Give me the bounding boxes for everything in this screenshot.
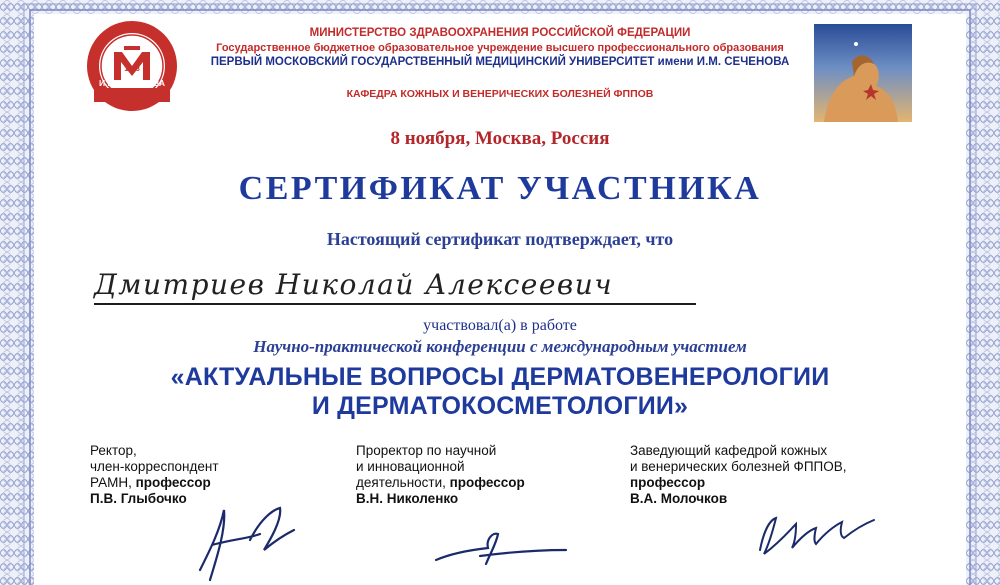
signatory-name: В.Н. Николенко: [356, 491, 459, 506]
name-underline: [94, 303, 696, 305]
signatory-line: Ректор,: [90, 443, 137, 458]
participated-text: участвовал(а) в работе: [423, 317, 577, 334]
university-line: ПЕРВЫЙ МОСКОВСКИЙ ГОСУДАРСТВЕННЫЙ МЕДИЦИНСКИЙ УНИВЕРСИТЕТ имени И.М. СЕЧЕНОВА: [210, 56, 790, 68]
logo-name: И.М.СЕЧЕНОВА: [99, 78, 165, 88]
institution-line: Государственное бюджетное образовательное учреждение высшего профессионального образования: [216, 42, 784, 54]
confirmation-text: Настоящий сертификат подтверждает, что: [326, 229, 674, 249]
signatory-line: Заведующий кафедрой кожных: [630, 443, 828, 458]
signatory-rank: профессор: [630, 475, 706, 490]
signatory-name: В.А. Молочков: [630, 491, 728, 506]
signatory-vice-rector: Проректор по научной и инновационной деятельности, профессор В.Н. Николенко: [356, 443, 525, 506]
signatory-line: Проректор по научной: [356, 443, 497, 458]
certificate-title: СЕРТИФИКАТ УЧАСТНИКА: [238, 170, 762, 207]
ministry-line: МИНИСТЕРСТВО ЗДРАВООХРАНЕНИЯ РОССИЙСКОЙ ФЕДЕРАЦИИ: [309, 27, 691, 39]
signatory-rector: Ректор, член-корреспондент РАМН, профессор П.В. Глыбочко: [90, 443, 219, 506]
date-location: 8 ноября, Москва, Россия: [390, 128, 610, 149]
signature-vice-rector-icon: [430, 520, 570, 580]
signatory-line: и инновационной: [356, 459, 465, 474]
conference-topic-line2: И ДЕРМАТОКОСМЕТОЛОГИИ»: [311, 392, 689, 420]
signature-rector-icon: [190, 490, 300, 585]
conference-topic-line1: «АКТУАЛЬНЫЕ ВОПРОСЫ ДЕРМАТОВЕНЕРОЛОГИИ: [170, 363, 830, 391]
dermatology-emblem-image: [814, 24, 912, 122]
conference-description: Научно-практической конференции с международным участием: [253, 337, 747, 356]
department-line: КАФЕДРА КОЖНЫХ И ВЕНЕРИЧЕСКИХ БОЛЕЗНЕЙ ФППОВ: [346, 88, 654, 100]
participant-name: Дмитриев Николай Алексеевич: [94, 268, 614, 301]
signatory-line: и венерических болезней ФППОВ,: [630, 459, 847, 474]
signature-department-head-icon: [750, 490, 880, 570]
signatory-line: член-корреспондент: [90, 459, 219, 474]
logo-year: 1758: [124, 66, 140, 73]
signatory-name: П.В. Глыбочко: [90, 491, 187, 506]
